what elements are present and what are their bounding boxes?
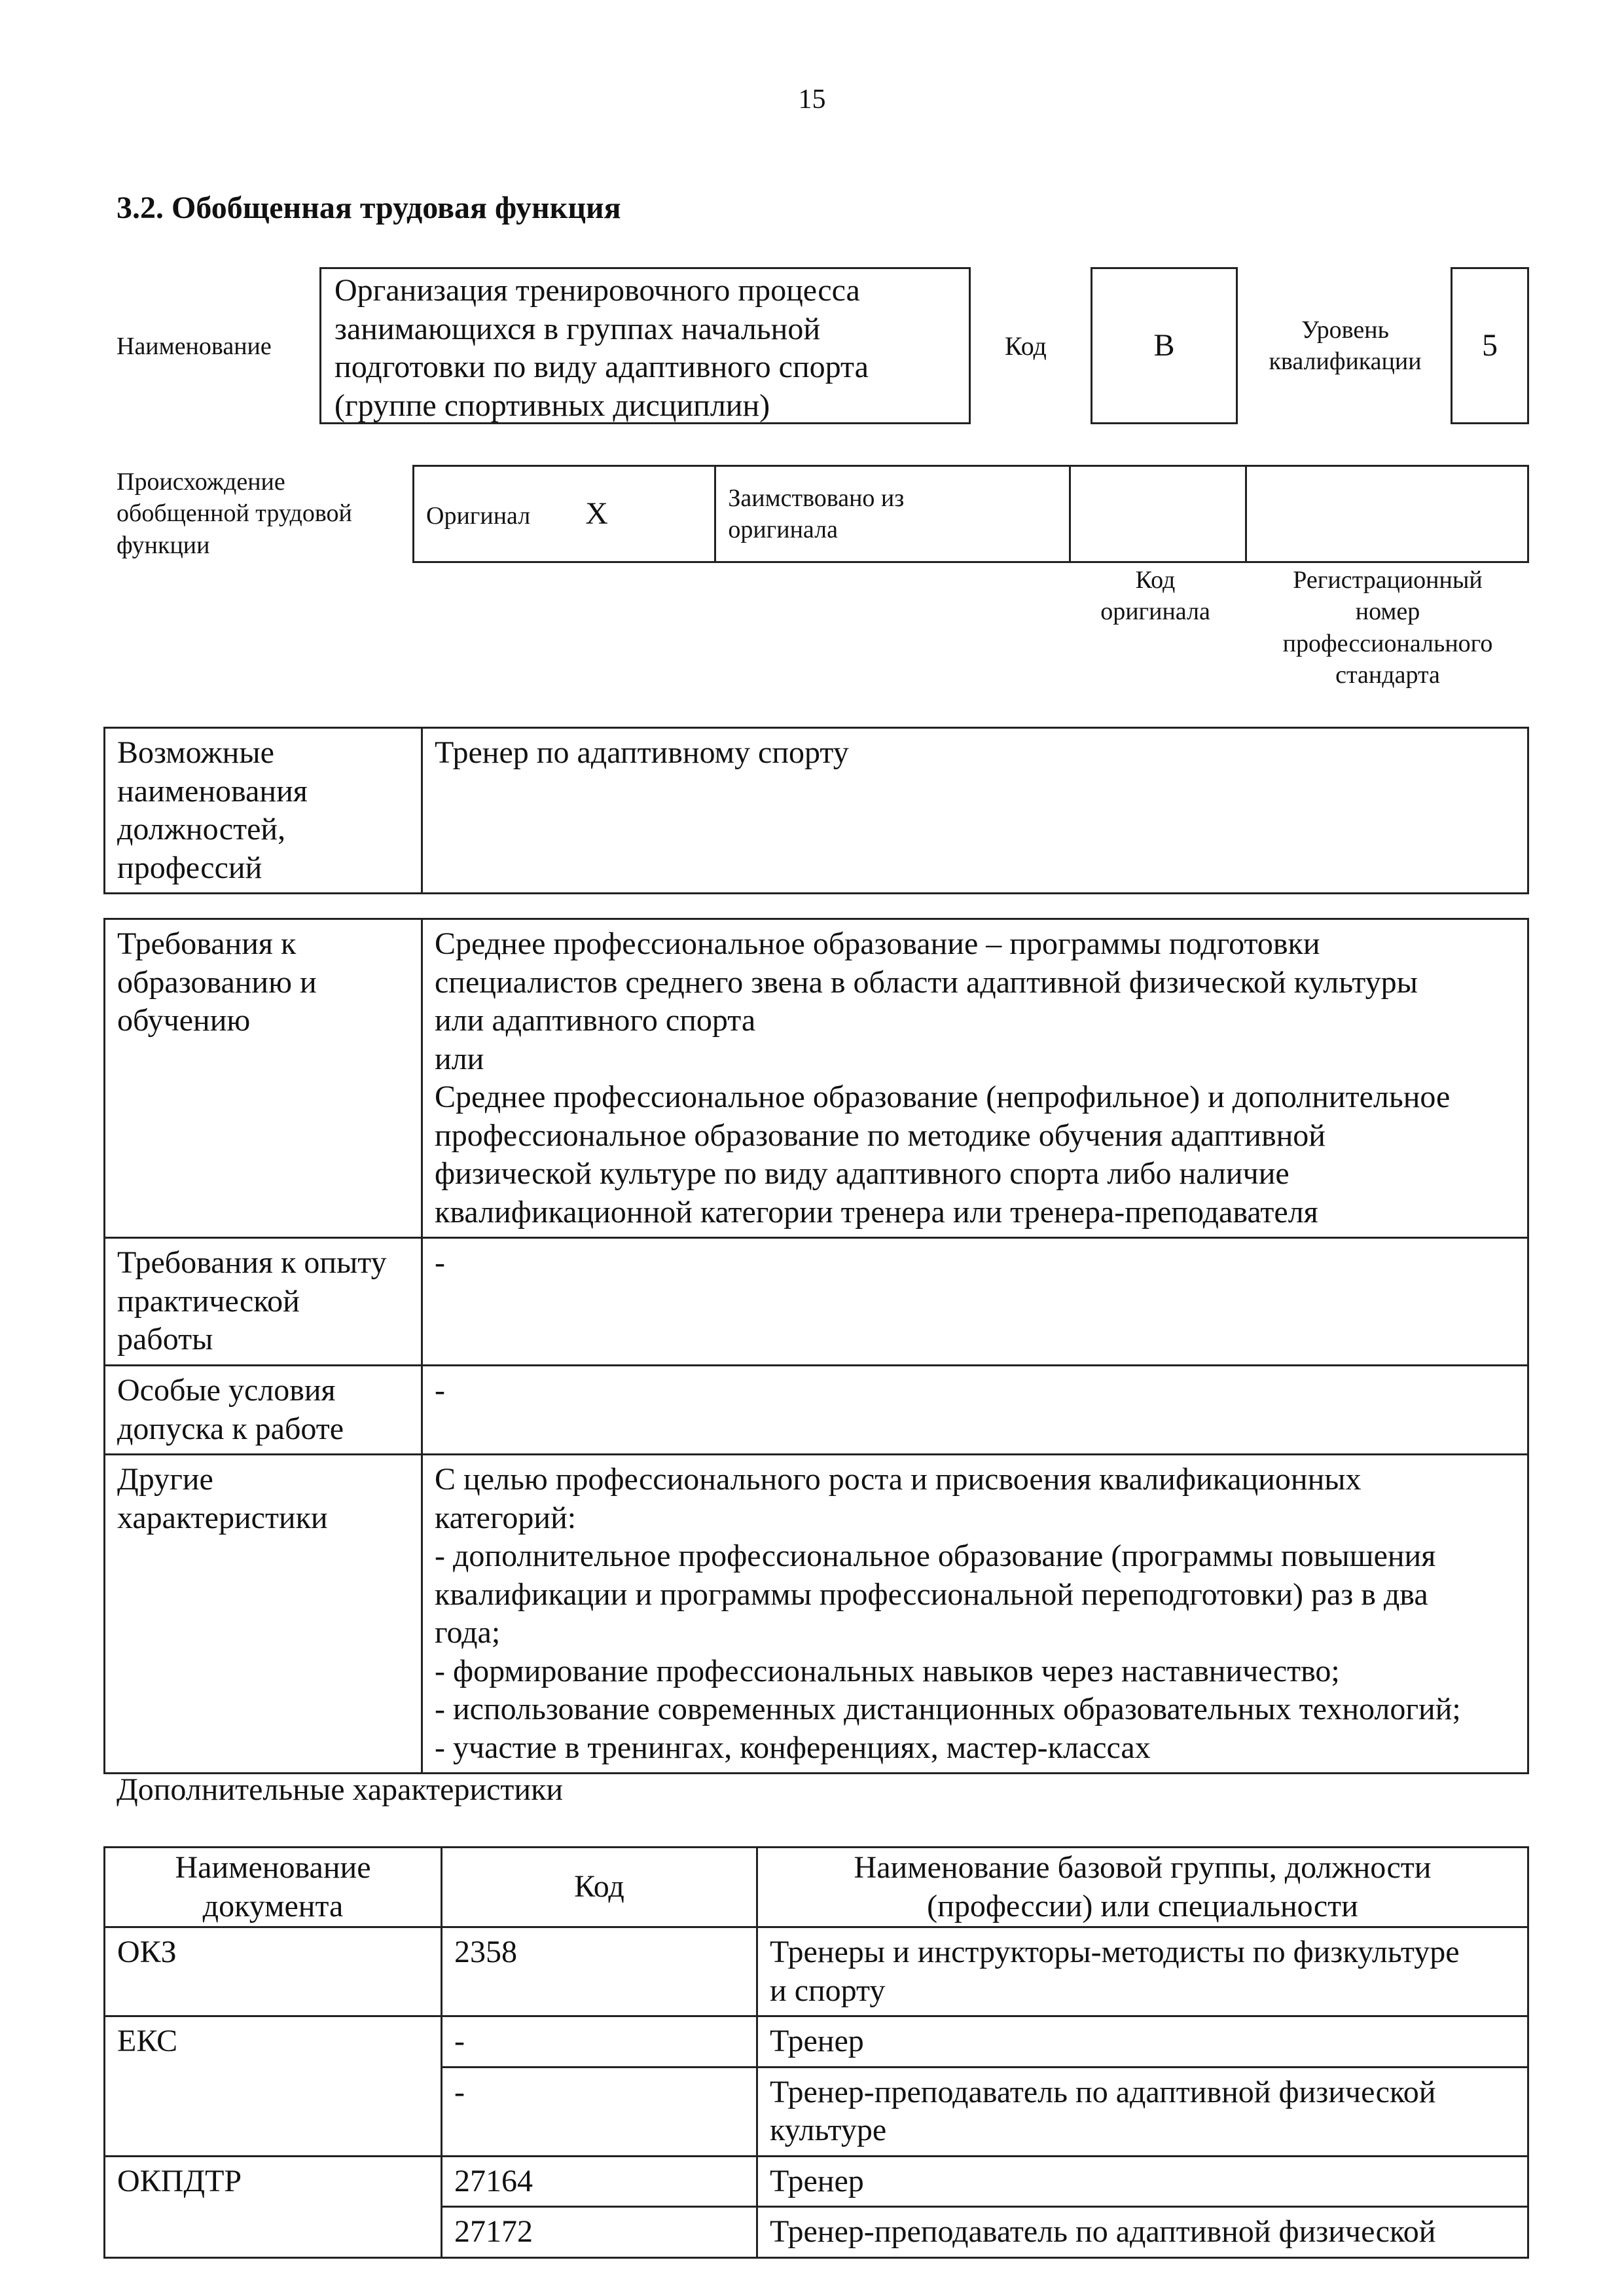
function-name-line: Организация тренировочного процесса [334,273,860,308]
level-label [1247,314,1443,378]
text-line: специалистов среднего звена в области адаптивной физической культуры [435,964,1418,1000]
text-line: - формирование профессиональных навыков через наставничество; [435,1653,1340,1688]
codes-table [103,1846,1529,2259]
label-line: допуска к работе [117,1411,344,1446]
name-line: Тренеры и инструкторы-методисты по физкультуре [770,1935,1460,1970]
code-cell: 27172 [442,2207,757,2258]
caption-line: профессионального [1282,629,1493,657]
additional-title: Дополнительные характеристики [117,1772,564,1807]
doc-cell: ОКЗ [105,1927,442,2016]
borrowed-label-line: Заимствовано из [728,484,905,512]
origin-label-line: Происхождение [117,468,285,496]
name-cell: Тренер [757,2156,1528,2207]
name-line: и спорту [770,1973,886,2008]
text-line: профессиональное образование по методике обучения адаптивной [435,1118,1326,1153]
label-line: Требования к [117,926,297,961]
text-line: квалификации и программы профессиональной переподготовки) раз в два [435,1576,1428,1612]
text-line: - дополнительное профессиональное образование (программы повышения [435,1539,1436,1574]
other-value [422,1455,1528,1774]
label-line: должностей, [117,812,286,847]
label-line: образованию и [117,964,317,1000]
function-name-box [319,267,971,424]
name-cell: Тренер-преподаватель по адаптивной физической [757,2207,1528,2258]
text-line: категорий: [435,1500,577,1535]
original-mark: X [585,496,608,531]
page-number: 15 [798,84,826,115]
level-label-line: квалификации [1269,348,1422,376]
requirements-table [103,918,1529,1774]
origin-label-line: функции [117,531,210,559]
caption-line: стандарта [1335,661,1440,689]
original-cell [414,466,715,562]
label-line: обучению [117,1003,251,1038]
function-name-line: (группе спортивных дисциплин) [334,388,770,423]
origin-label [117,466,352,561]
section-title: 3.2. Обобщенная трудовая функция [117,191,621,225]
text-line: - участие в тренингах, конференциях, мастер-классах [435,1730,1151,1765]
name-cell [757,1927,1528,2016]
label-line: Другие [117,1462,213,1497]
experience-value: - [422,1238,1528,1366]
name-label: Наименование [117,333,272,360]
header-line: Наименование [175,1850,371,1885]
label-line: профессий [117,850,262,885]
text-line: или [435,1041,484,1076]
code-value-box: B [1091,267,1238,424]
label-line: работы [117,1322,213,1357]
doc-cell: ОКПДТР [105,2156,442,2257]
function-name-line: занимающихся в группах начальной [334,311,821,346]
admission-value: - [422,1366,1528,1455]
level-label-line: Уровень [1301,316,1389,344]
original-code-cell [1070,466,1246,562]
code-cell: - [442,2067,757,2156]
label-line: Особые условия [117,1373,336,1408]
code-cell: 27164 [442,2156,757,2207]
text-line: года; [435,1615,501,1650]
registration-number-cell [1246,466,1528,562]
table-row [105,2016,1528,2068]
text-line: квалификационной категории тренера или тренера-преподавателя [435,1194,1318,1230]
experience-label [105,1238,422,1366]
header-line: (профессии) или специальности [927,1888,1358,1923]
doc-cell: ЕКС [105,2016,442,2157]
name-cell [757,2067,1528,2156]
header-document [105,1848,442,1927]
code-cell: - [442,2016,757,2068]
name-line: культуре [770,2113,887,2148]
label-line: наименования [117,773,308,809]
text-line: - использование современных дистанционных образовательных технологий; [435,1692,1461,1727]
header-line: документа [202,1888,344,1923]
level-value-box: 5 [1451,267,1529,424]
text-line: или адаптивного спорта [435,1003,756,1038]
admission-label [105,1366,422,1455]
text-line: Среднее профессиональное образование – программы подготовки [435,926,1320,961]
origin-table [412,465,1529,563]
text-line: С целью профессионального роста и присвоения квалификационных [435,1462,1362,1497]
origin-label-line: обобщенной трудовой [117,500,352,528]
text-line: Среднее профессиональное образование (непрофильное) и дополнительное [435,1080,1451,1115]
table-row [105,2156,1528,2207]
text-line: физической культуре по виду адаптивного спорта либо наличие [435,1156,1290,1192]
positions-value: Тренер по адаптивному спорту [422,728,1528,894]
caption-line: Код [1135,566,1176,594]
label-line: Требования к опыту [117,1245,387,1281]
other-label [105,1455,422,1774]
name-line: Тренер-преподаватель по адаптивной физической [770,2074,1436,2109]
header-code: Код [442,1848,757,1927]
caption-line: оригинала [1100,598,1210,626]
caption-line: Регистрационный [1293,566,1483,594]
name-cell: Тренер [757,2016,1528,2068]
positions-label [105,728,422,894]
education-value [422,919,1528,1238]
label-line: практической [117,1283,300,1319]
education-label [105,919,422,1238]
caption-line: номер [1355,598,1420,626]
function-name-line: подготовки по виду адаптивного спорта [334,350,869,385]
table-row [105,1927,1528,2016]
borrowed-cell [715,466,1070,562]
positions-table [103,727,1529,894]
borrowed-label-line: оригинала [728,516,838,543]
header-line: Наименование базовой группы, должности [854,1850,1432,1885]
registration-caption [1246,564,1529,691]
header-name [757,1848,1528,1927]
original-code-caption [1067,564,1244,628]
code-cell: 2358 [442,1927,757,2016]
label-line: Возможные [117,735,274,770]
code-label: Код [1005,331,1047,361]
original-label: Оригинал [426,501,531,530]
label-line: характеристики [117,1500,328,1535]
